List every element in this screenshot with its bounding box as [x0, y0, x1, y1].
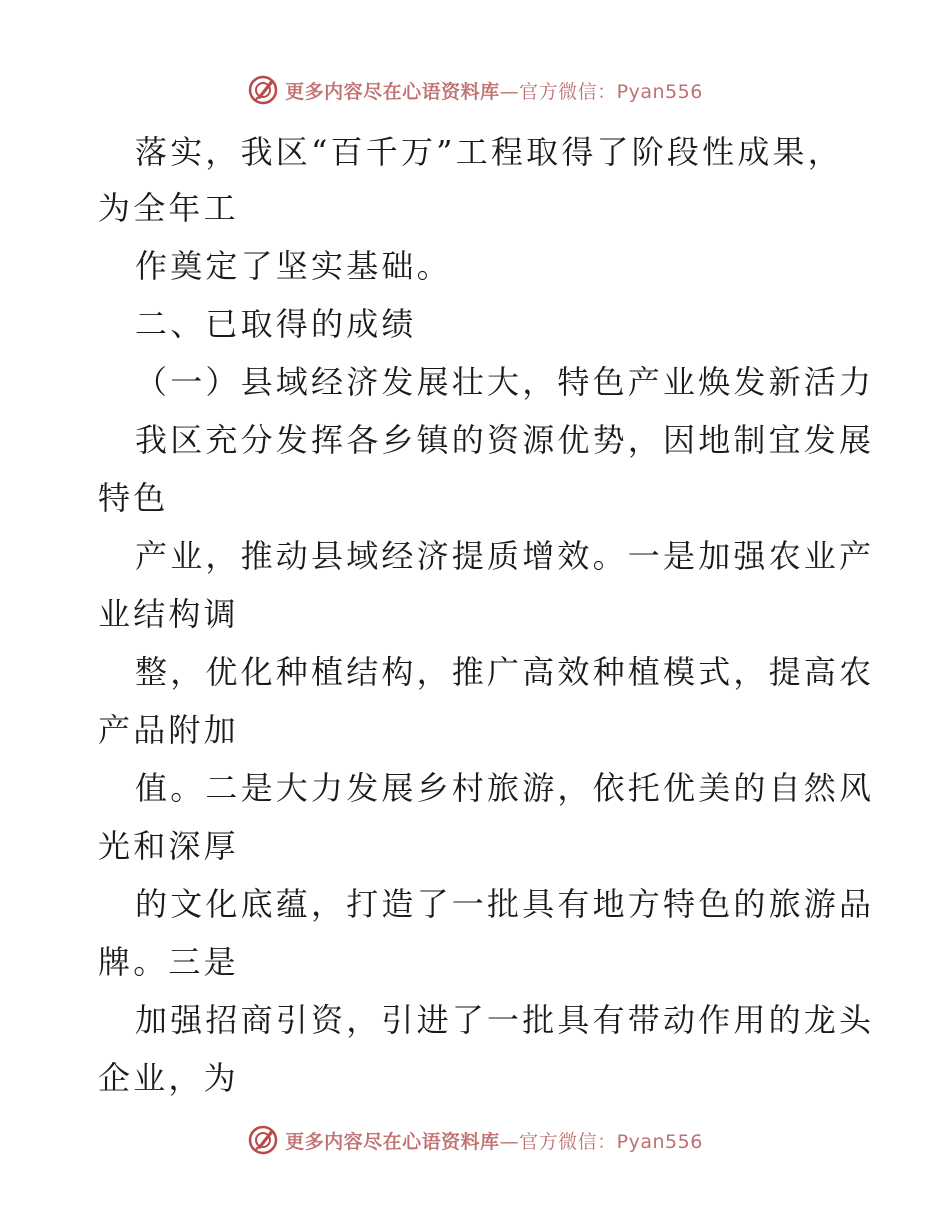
text-line: 光和深厚 — [98, 827, 239, 865]
banner-separator: — — [499, 80, 520, 103]
banner-separator: — — [499, 1130, 520, 1153]
text-line: 为全年工 — [98, 189, 239, 227]
feather-seal-icon — [247, 74, 279, 106]
text-line: 企业，为 — [98, 1059, 239, 1097]
banner-contact: 官方微信：Pyan556 — [519, 1130, 703, 1153]
header-banner — [0, 70, 950, 110]
text-line: 特色 — [98, 479, 169, 517]
text-line: 整，优化种植结构，推广高效种植模式，提高农 — [135, 653, 875, 691]
text-line: 产业，推动县域经济提质增效。一是加强农业产 — [135, 537, 875, 575]
text-line: 业结构调 — [98, 595, 239, 633]
banner-site-name: 更多内容尽在心语资料库 — [285, 1130, 500, 1153]
text-line: 作奠定了坚实基础。 — [135, 247, 452, 285]
subsection-heading: （一）县域经济发展壮大，特色产业焕发新活力 — [135, 363, 875, 401]
banner-contact: 官方微信：Pyan556 — [519, 80, 703, 103]
text-line: 落实，我区“百千万”工程取得了阶段性成果， — [135, 133, 843, 171]
text-line: 加强招商引资，引进了一批具有带动作用的龙头 — [135, 1001, 875, 1039]
text-line: 牌。三是 — [98, 943, 239, 981]
feather-seal-icon — [247, 1124, 279, 1156]
text-line: 的文化底蕴，打造了一批具有地方特色的旅游品 — [135, 885, 875, 923]
banner-site-name: 更多内容尽在心语资料库 — [285, 80, 500, 103]
text-line: 产品附加 — [98, 711, 239, 749]
section-heading: 二、已取得的成绩 — [135, 305, 417, 343]
footer-banner — [0, 1120, 950, 1160]
banner-text — [285, 1127, 703, 1154]
text-line: 我区充分发挥各乡镇的资源优势，因地制宜发展 — [135, 421, 875, 459]
text-line: 值。二是大力发展乡村旅游，依托优美的自然风 — [135, 769, 875, 807]
banner-text — [285, 77, 703, 104]
